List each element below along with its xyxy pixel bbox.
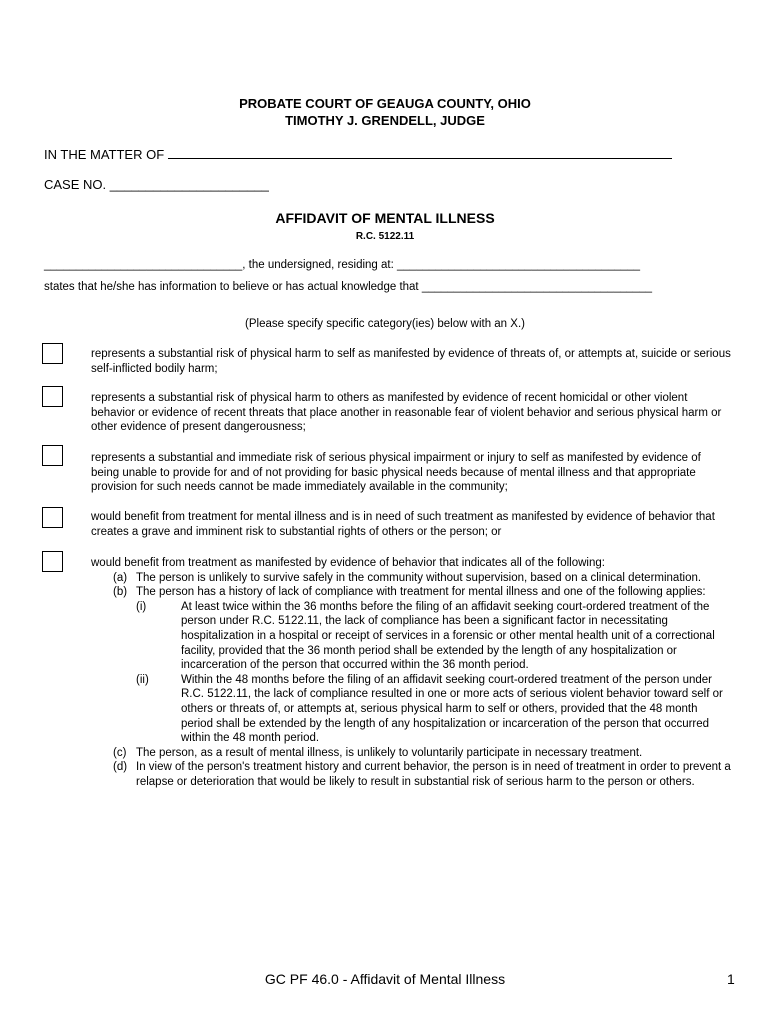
subitem-b-ii-text: Within the 48 months before the filing of an affidavit seeking court-ordered treatment of the person under R.C. 5122.11, the lack of compliance resulted in one or more acts of serious violent behavior toward self or others or threats of, or attempts at, serious physical harm to self or others, provided that the 48 month period shall be extended by the length of any hospitalization or incarceration of the person that occurred within the 48 month period. [181,673,723,745]
category-3-checkbox[interactable] [42,445,63,466]
states-text: states that he/she has information to believe or has actual knowledge that [44,281,419,293]
category-4-text: would benefit from treatment for mental illness and is in need of such treatment as manifested by evidence of behavior that creates a grave and imminent risk to substantial rights of others or the person; or [91,511,715,538]
subitem-b-ii-label: (ii) [136,673,149,686]
subitem-b [91,585,731,600]
name-field[interactable]: _______________________________ [44,259,243,271]
address-field[interactable]: ______________________________________ [397,259,641,271]
subitem-b-text: The person has a history of lack of compliance with treatment for mental illness and one of the following applies: [136,586,706,599]
matter-row [44,146,672,162]
subitem-c-text: The person, as a result of mental illness, is unlikely to voluntarily participate in necessary treatment. [136,746,643,759]
subitem-b-ii [91,673,731,746]
statute-ref: R.C. 5122.11 [355,231,415,242]
category-2-checkbox[interactable] [42,386,63,407]
case-row [44,177,269,192]
subitem-c [91,746,731,761]
category-1-text: represents a substantial risk of physical harm to self as manifested by evidence of threats of, or attempts at, suicide or serious self-inflicted bodily harm; [91,348,731,375]
subitem-d-text: In view of the person's treatment history and current behavior, the person is in need of treatment in order to prevent a relapse or deterioration that would be likely to result in substantial risk of serious harm to the person or others. [136,761,731,788]
matter-field[interactable] [168,146,672,159]
case-label: CASE NO. [44,177,107,192]
court-header [0,95,770,129]
page-number: 1 [727,971,735,987]
judge-name: TIMOTHY J. GRENDELL, JUDGE [285,113,485,128]
states-row [44,281,652,293]
subitem-a [91,571,731,586]
subitem-b-i [91,600,731,673]
subitem-c-label: (c) [113,746,127,759]
subitem-d-label: (d) [113,761,128,774]
category-5-block [91,556,731,790]
category-2-text: represents a substantial risk of physical harm to others as manifested by evidence of recent homicidal or other violent behavior or evidence of recent threats that place another in reasonable fear of violent behavior and serious physical harm or other evidence of present dangerousness; [91,392,722,434]
knowledge-field[interactable]: ____________________________________ [421,281,653,293]
subitem-a-label: (a) [113,571,128,584]
category-1-checkbox[interactable] [42,343,63,364]
page-title: AFFIDAVIT OF MENTAL ILLNESS [275,210,495,226]
subitem-a-text: The person is unlikely to survive safely in the community without supervision, based on a clinical determination. [136,571,702,584]
undersigned-row [44,259,640,271]
subitem-b-label: (b) [113,586,128,599]
category-3-text: represents a substantial and immediate risk of serious physical impairment or injury to self as manifested by evidence of being unable to provide for and of not providing for basic physical needs because of mental illness and that appropriate provision for such needs cannot be made immediately available in the community; [91,452,701,494]
case-field[interactable]: ______________________ [109,177,269,192]
category-5-text: would benefit from treatment as manifested by evidence of behavior that indicates all of the following: [91,557,605,569]
footer-form-id: GC PF 46.0 - Affidavit of Mental Illness [264,971,506,987]
subitem-b-i-text: At least twice within the 36 months before the filing of an affidavit seeking court-ordered treatment of the person under R.C. 5122.11, the lack of compliance has been a significant factor in necessitating hospitalization in a hospital or receipt of services in a forensic or other mental health unit of a correctional facility, provided that the 36 month period shall be extended by the length of any hospitalization or incarceration of the person that occurred within the 36 month period. [181,600,715,672]
matter-label: IN THE MATTER OF [44,147,165,162]
category-5-checkbox[interactable] [42,551,63,572]
court-name: PROBATE COURT OF GEAUGA COUNTY, OHIO [239,96,531,111]
subitem-b-i-label: (i) [136,600,147,613]
subitem-d [91,760,731,789]
category-4-checkbox[interactable] [42,507,63,528]
undersigned-text: , the undersigned, residing at: [242,259,394,271]
instruction-text: (Please specify specific category(ies) below with an X.) [245,318,525,330]
